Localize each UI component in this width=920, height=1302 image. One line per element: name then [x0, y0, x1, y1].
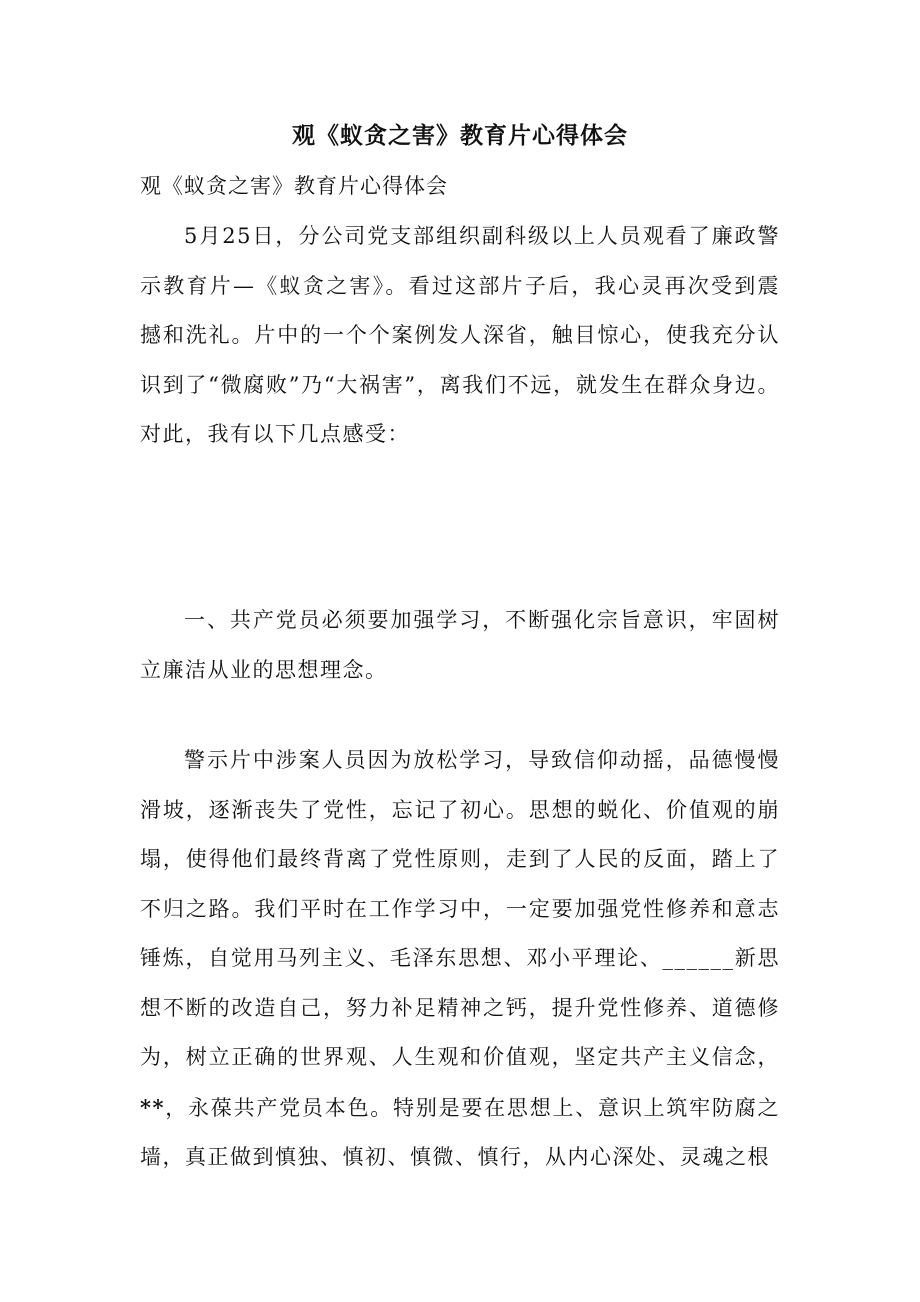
redacted-marker: ** [140, 1094, 165, 1120]
paragraph-text-segment: 警示片中涉案人员因为放松学习，导致信仰动摇，品德慢慢滑坡，逐渐丧失了党性，忘记了初心。思想的蜕化、价值观的崩塌，使得他们最终背离了党性原则，走到了人民的反面，踏上了不归之路。我们平时在工作学习中，一定要加强党性修养和意志锤炼，自觉用马列主义、毛泽东思想、邓小平理论、______新思想不断的改造自己，努力补足精神之钙，提升党性修养、道德修为，树立正确的世界观、人生观和价值观，坚定共产主义信念， [140, 748, 780, 1069]
paragraph-point-one-body [140, 736, 780, 1183]
paragraph-point-one-heading: 一、共产党员必须要加强学习，不断强化宗旨意识，牢固树立廉洁从业的思想理念。 [140, 608, 780, 682]
paragraph-text-segment: ，永葆共产党员本色。特别是要在思想上、意识上筑牢防腐之墙，真正做到慎独、慎初、慎微、慎行，从内心深处、灵魂之根 [140, 1095, 780, 1169]
paragraph-intro: 5月25日，分公司党支部组织副科级以上人员观看了廉政警示教育片—《蚁贪之害》。看过这部片子后，我心灵再次受到震撼和洗礼。片中的一个个案例发人深省，触目惊心，使我充分认识到了“微腐败”乃“大祸害”，离我们不远，就发生在群众身边。对此，我有以下几点感受： [140, 224, 780, 446]
document-subtitle: 观《蚁贪之害》教育片心得体会 [140, 174, 448, 198]
document-title: 观《蚁贪之害》教育片心得体会 [292, 122, 628, 149]
